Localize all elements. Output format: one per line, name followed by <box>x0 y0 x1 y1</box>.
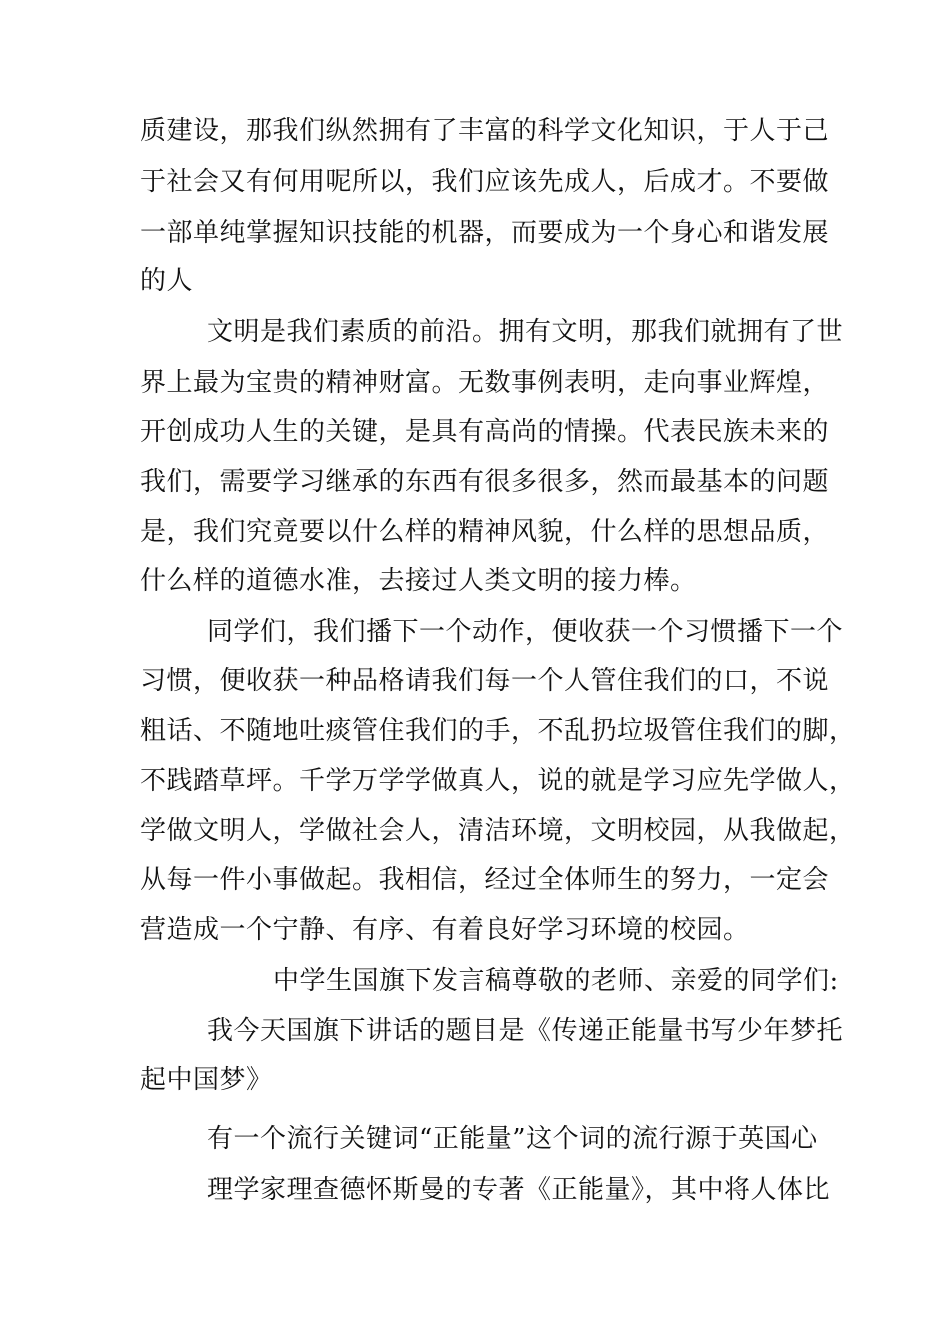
p4-line-2: 起中国梦》 <box>140 1065 273 1095</box>
p2-line-6: 什么样的道德水准，去接过人类文明的接力棒。 <box>140 566 697 596</box>
p3-line-5: 学做文明人，学做社会人，清洁环境，文明校园，从我做起， <box>140 816 856 846</box>
p1-line-1: 质建设，那我们纵然拥有了丰富的科学文化知识，于人于己 <box>140 116 830 146</box>
p4-line-1: 我今天国旗下讲话的题目是《传递正能量书写少年梦托 <box>207 1016 844 1046</box>
p5-line-2: 理学家理查德怀斯曼的专著《正能量》，其中将人体比 <box>207 1175 831 1205</box>
p1-line-3: 一部单纯掌握知识技能的机器，而要成为一个身心和谐发展 <box>140 218 830 248</box>
p2-line-3: 开创成功人生的关键，是具有高尚的情操。代表民族未来的 <box>140 417 830 447</box>
p3-line-1: 同学们，我们播下一个动作，便收获一个习惯播下一个 <box>207 617 844 647</box>
p3-line-3: 粗话、不随地吐痰管住我们的手，不乱扔垃圾管住我们的脚， <box>140 716 856 746</box>
p3-line-2: 习惯，便收获一种品格请我们每一个人管住我们的口，不说 <box>140 666 830 696</box>
p2-line-2: 界上最为宝贵的精神财富。无数事例表明，走向事业辉煌， <box>140 368 830 398</box>
speech-heading-line: 中学生国旗下发言稿尊敬的老师、亲爱的同学们: <box>273 966 839 996</box>
p2-line-5: 是，我们究竟要以什么样的精神风貌，什么样的思想品质， <box>140 517 830 547</box>
p3-line-6: 从每一件小事做起。我相信，经过全体师生的努力，一定会 <box>140 865 830 895</box>
p1-line-2: 于社会又有何用呢所以，我们应该先成人，后成才。不要做 <box>140 167 830 197</box>
p3-line-7: 营造成一个宁静、有序、有着良好学习环境的校园。 <box>140 915 750 945</box>
p5-line-1: 有一个流行关键词“正能量”这个词的流行源于英国心 <box>207 1124 818 1154</box>
p2-line-4: 我们，需要学习继承的东西有很多很多，然而最基本的问题 <box>140 467 830 497</box>
p3-line-4: 不践踏草坪。千学万学学做真人，说的就是学习应先学做人， <box>140 766 856 796</box>
p2-line-1: 文明是我们素质的前沿。拥有文明，那我们就拥有了世 <box>207 317 844 347</box>
p1-line-4: 的人 <box>140 266 194 296</box>
